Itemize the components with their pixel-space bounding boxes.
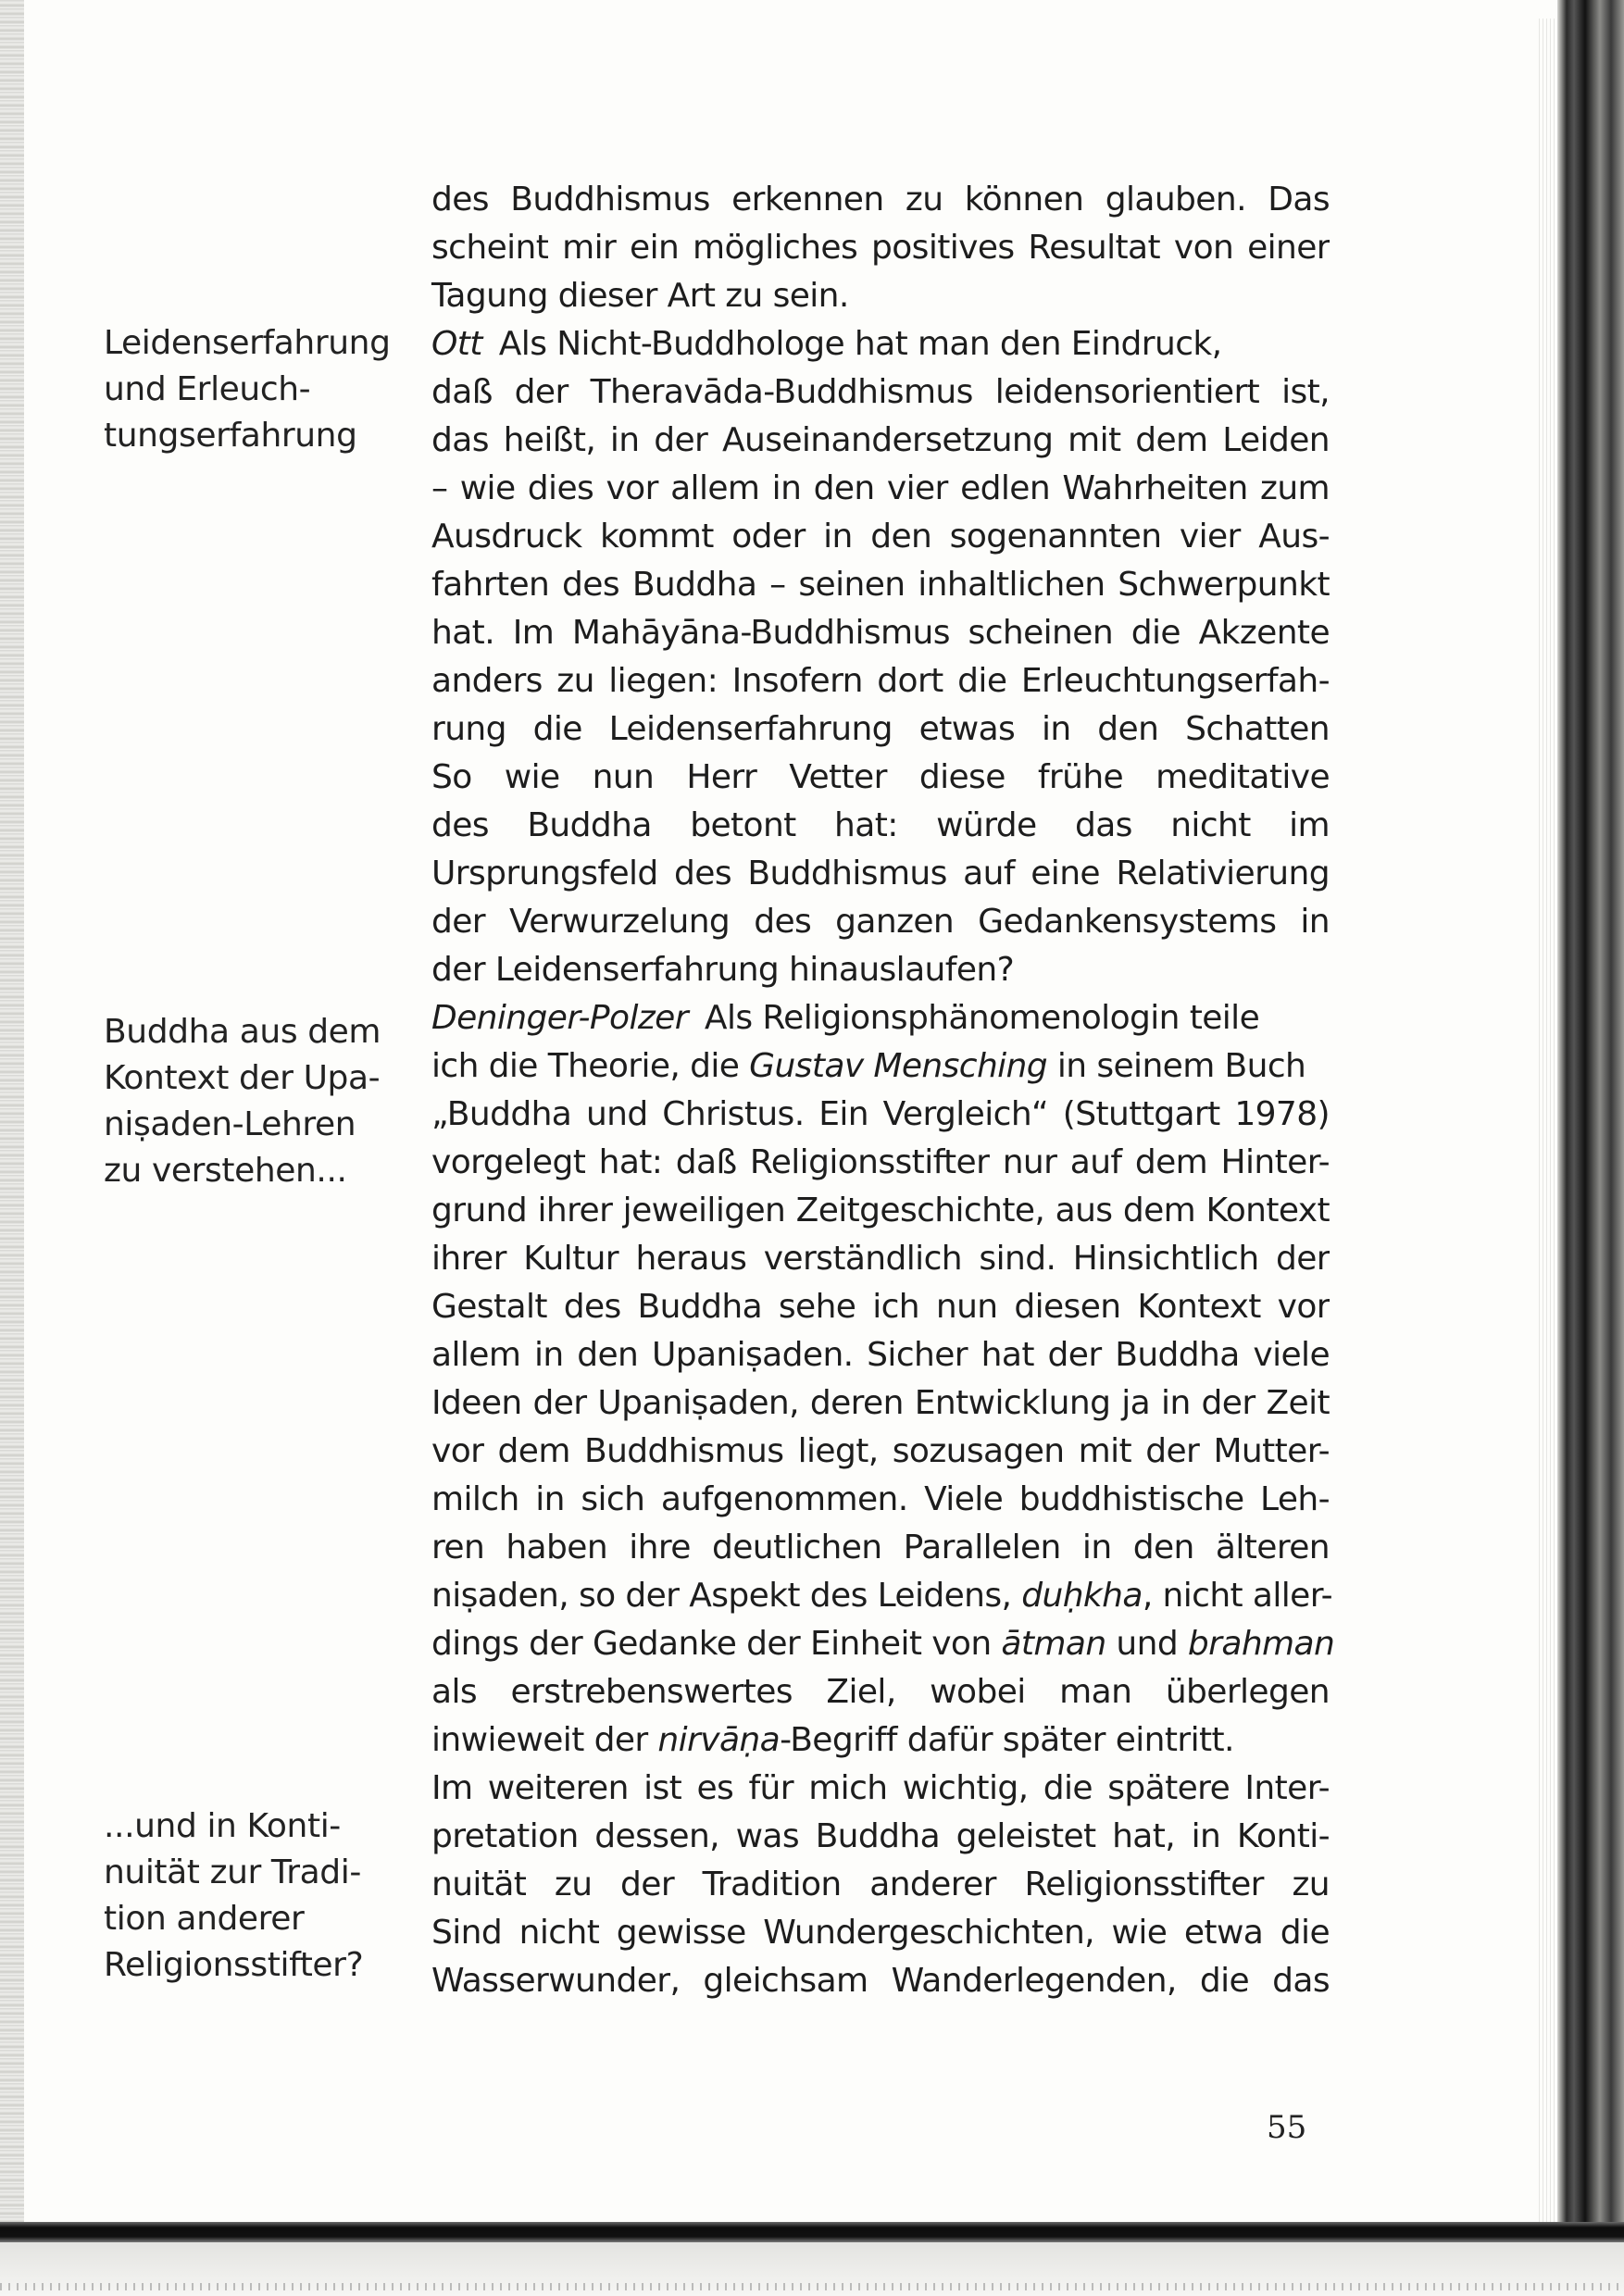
margin-note-line: Kontext der Upa- [104,1059,381,1097]
text-line: Ursprungsfeld des Buddhismus auf eine Relativierung [431,855,1330,892]
margin-note-line: tion anderer [104,1900,305,1938]
margin-note-line: niṣaden-Lehren [104,1105,356,1143]
text-span: -Begriff dafür später eintritt. [780,1721,1234,1759]
text-line: das heißt, in der Auseinandersetzung mit dem Leiden [431,421,1330,459]
text-line: So wie nun Herr Vetter diese frühe meditative [431,758,1330,796]
text-line: ihrer Kultur heraus verständlich sind. Hinsichtlich der [431,1240,1330,1278]
margin-note-line: Religionsstifter? [104,1946,364,1984]
margin-note-line: zu verstehen... [104,1152,347,1190]
text-line: rung die Leidenserfahrung etwas in den Schatten [431,710,1330,748]
text-line: Ausdruck kommt oder in den sogenannten vier Aus- [431,518,1330,555]
text-span: in seinem Buch [1047,1047,1306,1085]
text-line: vor dem Buddhismus liegt, sozusagen mit der Mutter- [431,1432,1330,1470]
page-number: 55 [1267,2109,1307,2146]
text-line: anders zu liegen: Insofern dort die Erleuchtungserfah- [431,662,1330,700]
text-line: scheint mir ein mögliches positives Resultat von einer [431,229,1330,267]
scan-edge-bottom [0,2222,1624,2242]
text-span: Als Nicht-Buddhologe hat man den Eindruck, [498,325,1222,363]
text-line: daß der Theravāda-Buddhismus leidensorientiert ist, [431,373,1330,411]
text-span: dings der Gedanke der Einheit von [431,1625,1002,1663]
text-line: vorgelegt hat: daß Religionsstifter nur auf dem Hinter- [431,1143,1330,1181]
text-line: „Buddha und Christus. Ein Vergleich“ (Stuttgart 1978) [431,1095,1330,1133]
text-line [431,1572,1333,1620]
text-line: ren haben ihre deutlichen Parallelen in den älteren [431,1529,1330,1566]
scan-noise-bottom [0,2283,1624,2290]
text-line [431,1620,1335,1668]
page-stack-lines [1539,19,1557,2222]
text-line: fahrten des Buddha – seinen inhaltlichen Schwerpunkt [431,566,1330,604]
text-span: , nicht aller- [1142,1577,1333,1615]
text-line: nuität zu der Tradition anderer Religionsstifter zu [431,1866,1330,1903]
margin-note-kontinuitaet [104,1803,400,1989]
text-line: als erstrebenswertes Ziel, wobei man überlegen [431,1673,1330,1711]
margin-note-line: Buddha aus dem [104,1013,381,1051]
margin-note-buddha-kontext [104,1009,400,1194]
text-span: und [1106,1625,1188,1663]
text-span: inwieweit der [431,1721,658,1759]
text-span: Als Religionsphänomenologin teile [704,999,1260,1037]
emphasis: Gustav Mensching [749,1047,1048,1085]
text-line: allem in den Upaniṣaden. Sicher hat der Buddha viele [431,1336,1330,1374]
text-line: Tagung dieser Art zu sein. [431,277,849,315]
text-line: des Buddha betont hat: würde das nicht im [431,806,1330,844]
margin-note-line: Leidenserfahrung [104,324,391,362]
text-line [431,1042,1330,1091]
text-span: ich die Theorie, die [431,1047,750,1085]
text-line: der Leidenserfahrung hinauslaufen? [431,951,1015,989]
emphasis: nirvāṇa [657,1721,781,1759]
body-text [431,176,1335,2005]
text-line: Wasserwunder, gleichsam Wanderlegenden, die das [431,1962,1330,2000]
margin-note-line: und Erleuch- [104,370,311,408]
speaker-name: Deninger-Polzer [431,999,688,1037]
text-line: pretation dessen, was Buddha geleistet hat, in Konti- [431,1817,1330,1855]
text-line: Sind nicht gewisse Wundergeschichten, wie etwa die [431,1914,1330,1952]
margin-note-line: nuität zur Tradi- [104,1853,361,1891]
text-line: Gestalt des Buddha sehe ich nun diesen Kontext vor [431,1288,1330,1326]
scan-gutter-left [0,0,24,2296]
text-line: Ideen der Upaniṣaden, deren Entwicklung ja in der Zeit [431,1384,1330,1422]
text-line: des Buddhismus erkennen zu können glauben. Das [431,181,1330,218]
text-line: hat. Im Mahāyāna-Buddhismus scheinen die Akzente [431,614,1330,652]
text-line [431,994,1330,1042]
scan-edge-right [1557,0,1624,2222]
emphasis: ātman [1001,1625,1106,1663]
text-line [431,1716,1330,1765]
text-line: der Verwurzelung des ganzen Gedankensystems in [431,903,1330,941]
text-span: niṣaden, so der Aspekt des Leidens, [431,1577,1022,1615]
text-line: grund ihrer jeweiligen Zeitgeschichte, aus dem Kontext [431,1192,1330,1229]
margin-note-line: ...und in Konti- [104,1807,341,1845]
text-line: milch in sich aufgenommen. Viele buddhistische Leh- [431,1480,1330,1518]
emphasis: duḥkha [1021,1577,1143,1615]
margin-note-leidenserfahrung [104,320,400,459]
text-line: Im weiteren ist es für mich wichtig, die spätere Inter- [431,1769,1330,1807]
speaker-name: Ott [431,325,482,363]
emphasis: brahman [1187,1625,1335,1663]
text-line: – wie dies vor allem in den vier edlen Wahrheiten zum [431,469,1330,507]
margin-note-line: tungserfahrung [104,417,357,455]
text-line [431,320,1330,368]
